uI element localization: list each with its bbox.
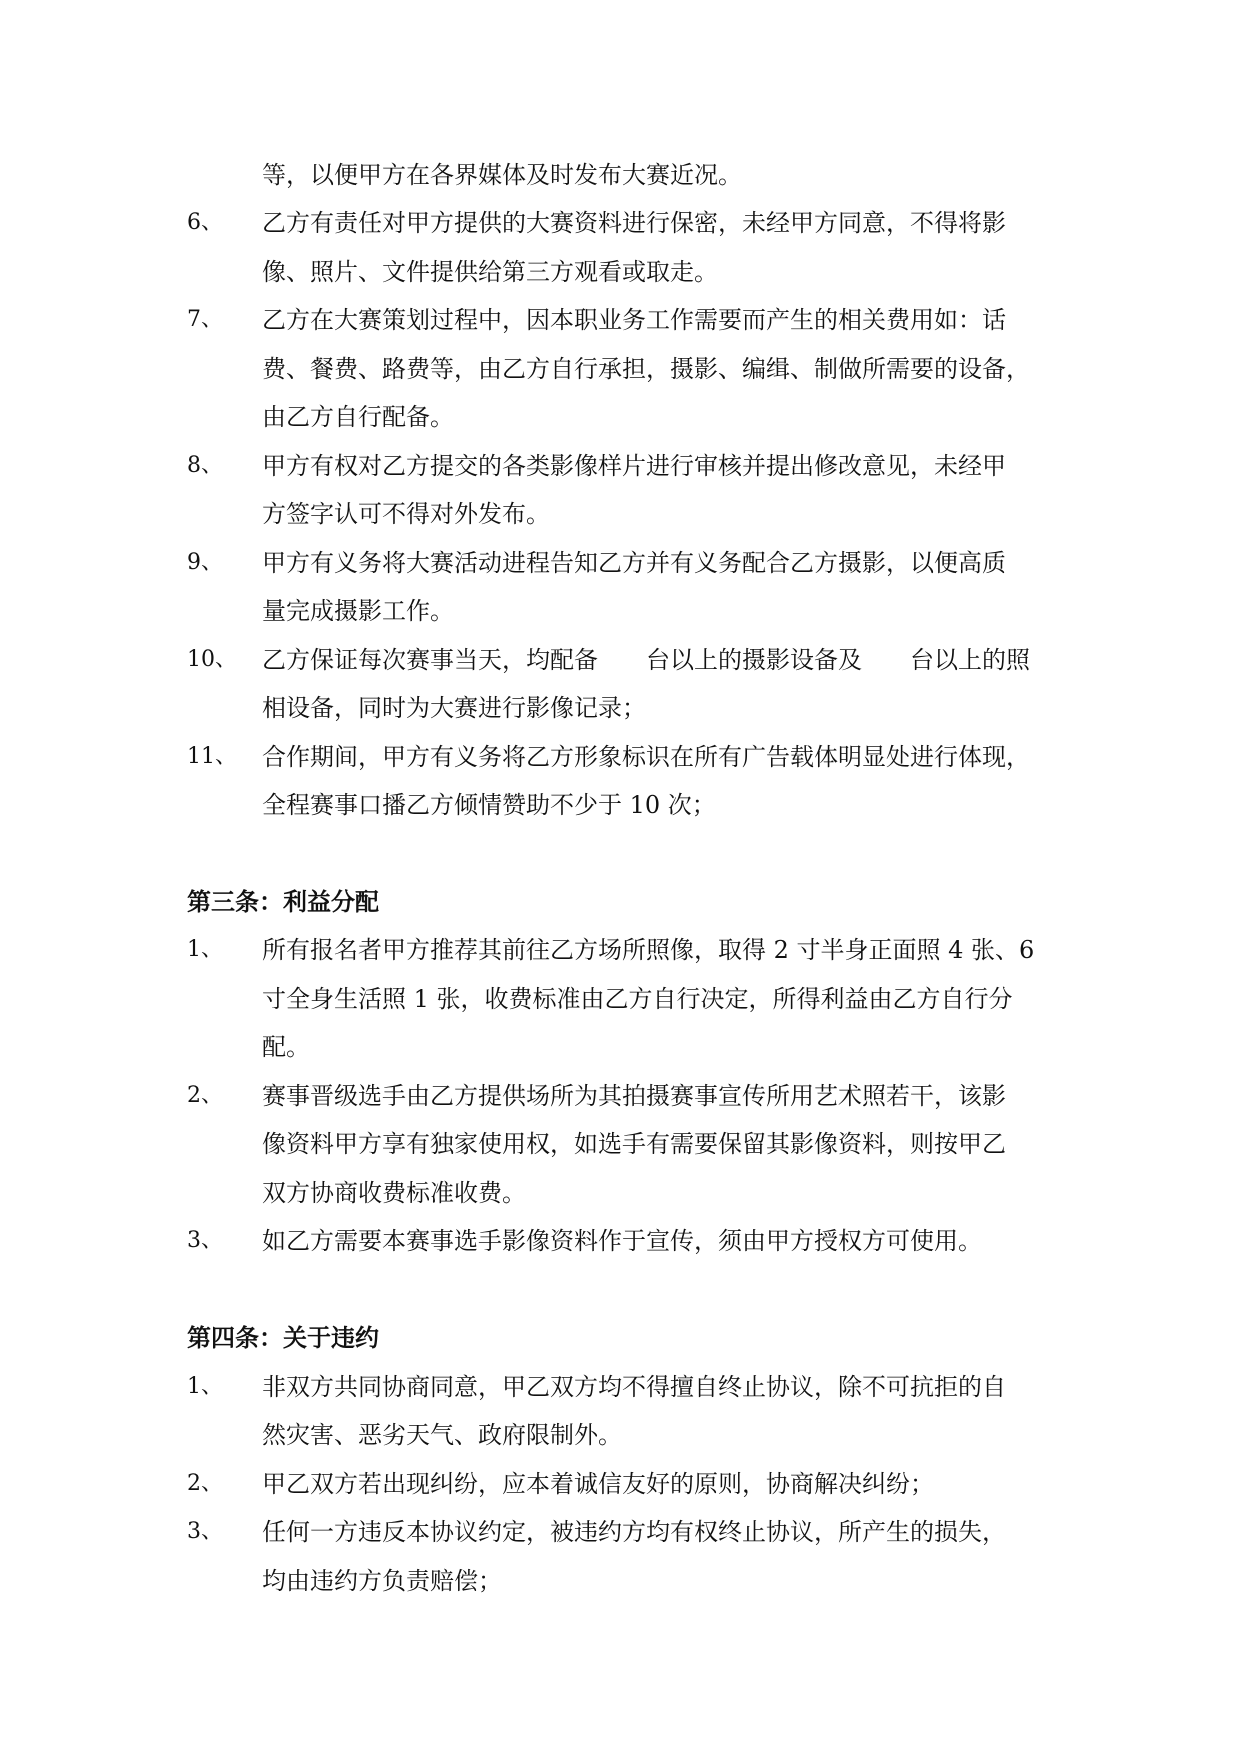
item-line: 所有报名者甲方推荐其前往乙方场所照像，取得 2 寸半身正面照 4 张、6: [262, 936, 1035, 964]
item-line: 配。: [262, 1033, 310, 1061]
item-number: 1、: [187, 937, 223, 962]
item-line: 方签字认可不得对外发布。: [262, 500, 550, 528]
item-number: 1、: [187, 1374, 223, 1399]
item-number: 3、: [187, 1519, 223, 1544]
item-number: 11、: [187, 744, 237, 769]
item-number: 7、: [187, 307, 223, 332]
item-number: 3、: [187, 1228, 223, 1253]
item-number: 2、: [187, 1083, 223, 1108]
item-line: 如乙方需要本赛事选手影像资料作于宣传，须由甲方授权方可使用。: [262, 1227, 982, 1255]
item-line: 像资料甲方享有独家使用权，如选手有需要保留其影像资料，则按甲乙: [262, 1130, 1006, 1158]
item-line: 任何一方违反本协议约定，被违约方均有权终止协议，所产生的损失，: [262, 1518, 1006, 1546]
item-number: 8、: [187, 453, 223, 478]
item-number: 10、: [187, 647, 237, 672]
item-line: 甲方有义务将大赛活动进程告知乙方并有义务配合乙方摄影，以便高质: [262, 549, 1006, 577]
item-line: 乙方在大赛策划过程中，因本职业务工作需要而产生的相关费用如：话: [262, 306, 1006, 334]
item-line: 寸全身生活照 1 张，收费标准由乙方自行决定，所得利益由乙方自行分: [262, 985, 1013, 1013]
item-line: 赛事晋级选手由乙方提供场所为其拍摄赛事宣传所用艺术照若干，该影: [262, 1082, 1006, 1110]
item-line: 由乙方自行配备。: [262, 403, 454, 431]
item-line: 量完成摄影工作。: [262, 597, 454, 625]
item-line: 像、照片、文件提供给第三方观看或取走。: [262, 258, 718, 286]
item-line: 然灾害、恶劣天气、政府限制外。: [262, 1421, 622, 1449]
continuation-line: 等，以便甲方在各界媒体及时发布大赛近况。: [262, 161, 742, 189]
item-line: 甲乙双方若出现纠纷，应本着诚信友好的原则，协商解决纠纷；: [262, 1470, 934, 1498]
item-line: 费、餐费、路费等，由乙方自行承担，摄影、编缉、制做所需要的设备，: [262, 355, 1030, 383]
item-line: 非双方共同协商同意，甲乙双方均不得擅自终止协议，除不可抗拒的自: [262, 1373, 1006, 1401]
item-line: 乙方保证每次赛事当天，均配备 台以上的摄影设备及 台以上的照: [262, 646, 1030, 674]
section-heading: 第四条：关于违约: [187, 1323, 379, 1352]
item-line: 均由违约方负责赔偿；: [262, 1567, 502, 1595]
item-line: 全程赛事口播乙方倾情赞助不少于 10 次；: [262, 791, 716, 819]
item-number: 6、: [187, 210, 223, 235]
item-line: 甲方有权对乙方提交的各类影像样片进行审核并提出修改意见，未经甲: [262, 452, 1006, 480]
item-line: 合作期间，甲方有义务将乙方形象标识在所有广告载体明显处进行体现，: [262, 743, 1030, 771]
item-number: 9、: [187, 550, 223, 575]
item-line: 乙方有责任对甲方提供的大赛资料进行保密，未经甲方同意，不得将影: [262, 209, 1006, 237]
section-heading: 第三条：利益分配: [187, 887, 379, 916]
item-line: 双方协商收费标准收费。: [262, 1179, 526, 1207]
item-line: 相设备，同时为大赛进行影像记录；: [262, 694, 646, 722]
item-number: 2、: [187, 1471, 223, 1496]
